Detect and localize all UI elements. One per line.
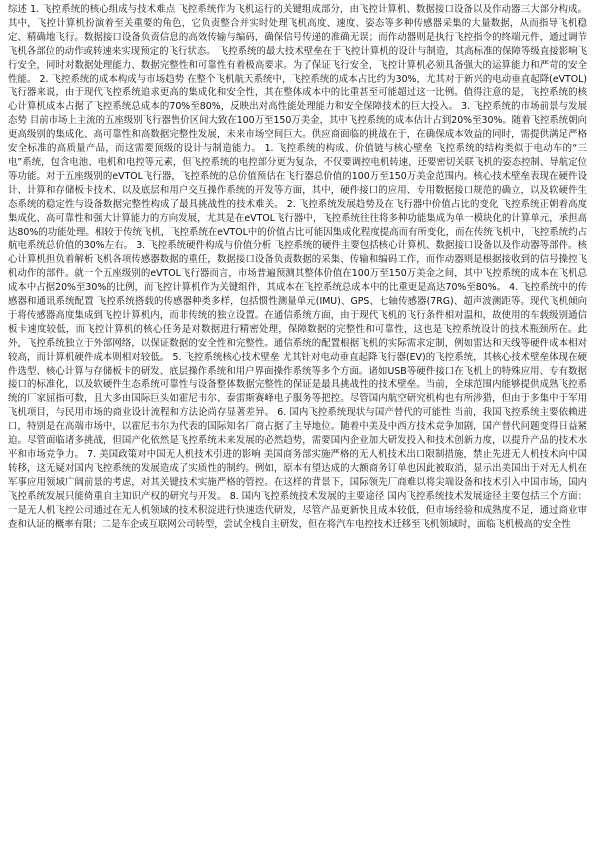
body-paragraph: 综述 1. 飞控系统的核心组成与技术难点 飞控系统作为飞机运行的关键组成部分，由飞控计算机、数据接口设备以及作动器三大部分构成。其中，飞控计算机扮演着至关重要的角色，它负责整合并实时处理飞机高度、速度、姿态等多种传感器采集的大量数据，从而指导飞机稳定、精确地飞行。数据接口设备负责信息的高效传输与编码，确保信号传递的准确无误；而作动器则是执行飞控指令的终端元件，通过调节飞机各部位的动作或转速来实现预定的飞行状态。 飞控系统的最大技术壁垒在于飞控计算机的设计与制造，其高标准的保障等级直接影响飞行安全，同时对数据处理能力、数据完整性和可靠性有着极高要求。为了保证飞行安全，飞控计算机必须具备强大的运算能力和严苛的安全性能。 2. 飞控系统的成本构成与市场趋势 在整个飞机航天系统中，飞控系统的成本占比约为30%，尤其对于新兴的电动垂直起降(eVTOL)飞行器来说，由于现代飞控系统追求更高的集成化和安全性，其在整体成本中的比重甚至可能超过这一比例。值得注意的是，飞控系统的核心计算机成本占据了飞控系统总成本的70%至80%，反映出对高性能处理能力和安全保障技术的巨大投入。 3. 飞控系统的市场前景与发展态势 目前市场上主流的五座级别飞行器售价区间大致在100万至150万美金，其中飞控系统的成本估计占到20%至30%。随着飞控系统朝向更高级别的集成化、高可靠性和高数据完整性发展，未来市场空间巨大。供应商面临的挑战在于，在确保成本效益的同时，需提供满足严格安全标准的高质量产品，而这需要顶级的设计与制造能力。 1. 飞控系统的构成、价值链与核心壁垒 飞控系统的结构类似于电动车的“三电”系统，包含电池、电机和电控等元素，但飞控系统的电控部分更为复杂，不仅要调控电机转速，还要密切关联飞机的姿态控制、导航定位等功能。对于五座级别的eVTOL飞行器，飞控系统的总价值预估在飞行器总价值的100万至150万美金范围内。核心技术壁垒表现在硬件设计、计算和存储板卡技术、以及底层和用户交互操作系统的开发等方面，其中，硬件接口的应用、专用数据接口规范的确立，以及软硬件生态系统的稳定性与设备数据完整性构成了最具挑战性的技术难关。 2. 飞控系统发展趋势及在飞行器中价值占比的变化 飞控系统正朝着高度集成化、高可靠性和强大计算能力的方向发展，尤其是在eVTOL飞行器中，飞控系统往往将多种功能集成为单一模块化的计算单元，承担高达80%的功能处理。相较于传统飞机，飞控系统在eVTOL中的价值占比可能因集成化程度提高而有所变化，而在传统飞机中，飞控系统约占航电系统总价值的30%左右。 3. 飞控系统硬件构成与价值分析 飞控系统的硬件主要包括核心计算机、数据接口设备以及作动器等部件。核心计算机担负着解析飞机各项传感器数据的重任，数据接口设备负责数据的采集、传输和编码工作，而作动器则是根据接收到的信号操控飞机动作的部件。就一个五座级别的eVTOL飞行器而言，市场普遍预测其整体价值在100万至150万美金之间，其中飞控系统的成本在飞机总成本中占据20%至30%的比例，而飞控计算机作为关键组件，其成本在飞控系统总成本中的比重更是高达70%至80%。 4. 飞控系统中的传感器和通讯系统配置 飞控系统搭载的传感器种类多样，包括惯性测量单元(IMU)、GPS、七轴传感器(7RG)、超声波测距等。现代飞机倾向于将传感器高度集成到飞控计算机内，而非传统的独立设置。在通信系统方面，由于现代飞机的飞行条件相对温和，故使用的车载级别通信板卡速度较低，而飞控计算机的核心任务是对数据进行精密处理，保障数据的完整性和可靠性，这也是飞控系统设计的技术瓶颈所在。此外，飞控系统独立于外部网络，以保证数据的安全性和完整性。通信系统的配置根据飞机的实际需求定制，例如雷达和天线等硬件成本相对较高，而计算机硬件成本则相对较低。 5. 飞控系统核心技术壁垒 尤其针对电动垂直起降飞行器(EV)的飞控系统，其核心技术壁垒体现在硬件选型、核心计算与存储板卡的研发、底层操作系统和用户界面操作系统等多个方面。诸如USB等硬件接口在飞机上的特殊应用、专有数据接口的标准化，以及软硬件生态系统可靠性与设备整体数据完整性的保证是最具挑战性的技术壁垒。当前，全球范围内能够提供成熟飞控系统的厂家屈指可数，且大多由国际巨头如霍尼韦尔、泰雷斯赛峰电子服务等把控。尽管国内航空研究机构也有所涉猎，但由于多集中于军用飞机项目，与民用市场的商业设计流程和方法论尚存显著差异。 6. 国内飞控系统现状与国产替代的可能性 当前，我国飞控系统主要依赖进口，特别是在高端市场中，以霍尼韦尔为代表的国际知名厂商占据了主导地位。随着中美及中西方技术竞争加剧，国产替代问题变得日益紧迫。尽管面临诸多挑战，但国产化依然是飞控系统未来发展的必然趋势，需要国内企业加大研发投入和技术创新力度，以提升产品的技术水平和市场竞争力。 7. 美国政策对中国无人机技术引进的影响 美国商务部实施严格的无人机技术出口限制措施，禁止先进无人机技术向中国转移，这无疑对国内飞控系统的发展造成了实质性的制约。例如，原本有望达成的大额商务订单也因此被取消，显示出美国出于对无人机在军事应用领域广阔前景的考虑，对其关键技术实施严格的管控。在这样的背景下，国际领先厂商难以将尖端设备和技术引入中国市场，国内飞控系统发展只能倚重自主知识产权的研究与开发。 8. 国内飞控系统技术发展的主要途径 国内飞控系统技术发展途径主要包括三个方面：一是无人机飞控公司通过在无人机领域的技术积淀进行快速迭代研发，尽管产品更新快且成本较低，但市场经验和成熟度不足，通过商业审查和认证的概率有限；二是车企或互联网公司转型，尝试全栈自主研发，但在将汽车电控技术迁移至飞机领域时，面临飞机极高的安全性 — [8, 4, 587, 530]
